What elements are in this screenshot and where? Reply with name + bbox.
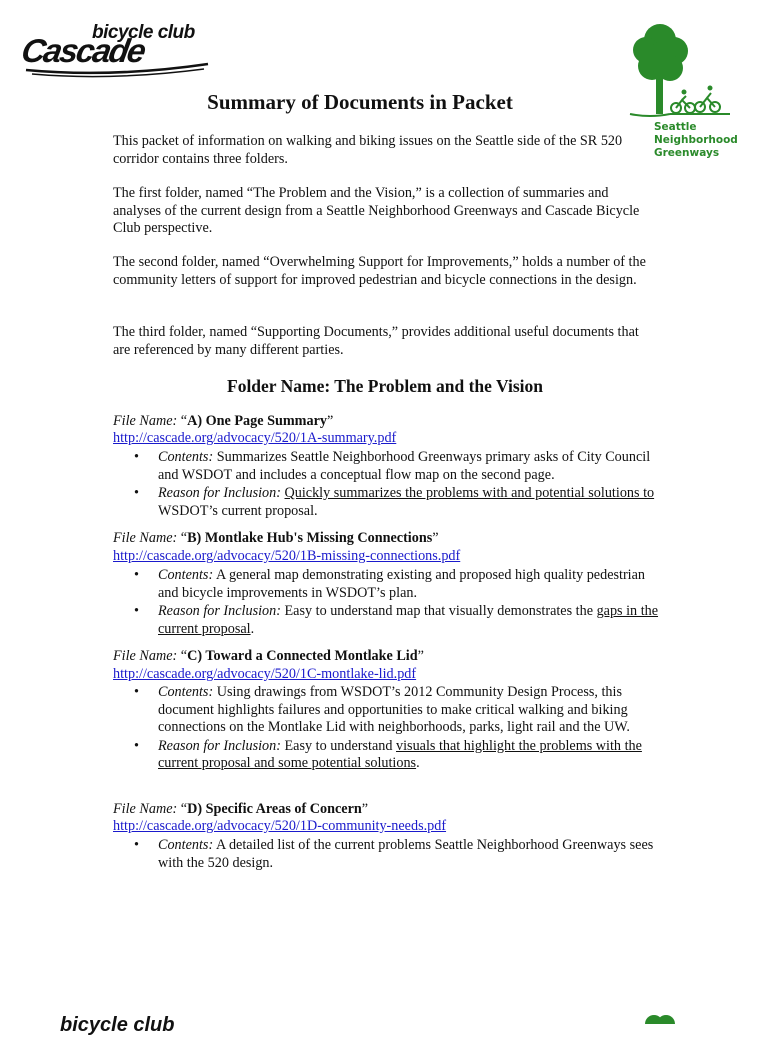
list-item: [134, 449, 664, 484]
footer-logo-text: bicycle club: [60, 1014, 175, 1036]
contents-label: Contents:: [158, 684, 214, 700]
logo-main-text: Cascade: [18, 32, 148, 69]
file-d-contents: A detailed list of the current problems Seattle Neighborhood Greenways sees with the 520 design.: [158, 837, 654, 871]
intro-paragraph-3: The second folder, named “Overwhelming Support for Improvements,” holds a number of the community letters of support for improved pedestrian and bicycle connections in the design.: [113, 254, 646, 288]
greenways-line-2: Neighborhood: [654, 134, 738, 146]
list-item: [134, 837, 664, 872]
file-label: File Name:: [113, 801, 178, 817]
file-b-bullets: [134, 567, 664, 639]
intro-paragraph-1: This packet of information on walking and biking issues on the Seattle side of the SR 520 corridor contains three folders.: [113, 133, 623, 167]
bullet-dot: •: [134, 567, 139, 583]
file-label: File Name:: [113, 413, 178, 429]
bullet-dot: •: [134, 684, 139, 700]
file-d-link[interactable]: http://cascade.org/advocacy/520/1D-community-needs.pdf: [113, 818, 447, 834]
greenways-logo-text: [654, 121, 754, 160]
list-item: [134, 603, 664, 638]
file-label: File Name:: [113, 648, 178, 664]
bullet-dot: •: [134, 449, 139, 465]
file-d-name-line: File Name: “D) Specific Areas of Concern”: [113, 801, 369, 817]
file-label: File Name:: [113, 530, 178, 546]
list-item: [134, 485, 664, 520]
reason-label: Reason for Inclusion:: [158, 485, 281, 501]
reason-label: Reason for Inclusion:: [158, 603, 281, 619]
file-c-reason-plain: Easy to understand: [284, 737, 397, 754]
file-b-contents: A general map demonstrating existing and proposed high quality pedestrian and bicycle improvements in WSDOT’s plan.: [158, 567, 646, 601]
file-c-name: C) Toward a Connected Montlake Lid: [187, 648, 418, 664]
folder-heading: Folder Name: The Problem and the Vision: [227, 376, 543, 396]
file-a-contents: Summarizes Seattle Neighborhood Greenways primary asks of City Council and WSDOT and includes a conceptual flow map on the second page.: [158, 449, 651, 483]
file-c-link[interactable]: http://cascade.org/advocacy/520/1C-montlake-lid.pdf: [113, 666, 417, 682]
cascade-bicycle-club-logo: [18, 22, 212, 78]
file-b-reason-end: .: [250, 620, 255, 637]
bullet-dot: •: [134, 737, 139, 754]
list-item: [134, 567, 664, 602]
page-title: Summary of Documents in Packet: [207, 90, 513, 114]
file-c-name-line: File Name: “C) Toward a Connected Montlake Lid”: [113, 648, 424, 664]
file-a-reason-underlined: Quickly summarizes the problems with and potential solutions to: [284, 485, 655, 501]
contents-label: Contents:: [158, 449, 214, 465]
list-item: [134, 684, 664, 737]
footer-tree-icon: [640, 1012, 680, 1024]
file-b-reason-plain: Easy to understand map that visually demonstrates the: [284, 603, 597, 619]
bullet-dot: •: [134, 485, 139, 501]
file-b-name: B) Montlake Hub's Missing Connections: [187, 530, 433, 546]
contents-label: Contents:: [158, 837, 214, 853]
bullet-dot: •: [134, 837, 139, 853]
file-c-bullets: [134, 684, 664, 774]
file-a-name-line: File Name: “A) One Page Summary”: [113, 413, 334, 429]
file-d-name: D) Specific Areas of Concern: [187, 801, 362, 817]
contents-label: Contents:: [158, 567, 214, 583]
file-a-name: A) One Page Summary: [187, 413, 327, 429]
file-b-name-line: File Name: “B) Montlake Hub's Missing Connections”: [113, 530, 439, 546]
file-b-link[interactable]: http://cascade.org/advocacy/520/1B-missing-connections.pdf: [113, 548, 461, 564]
greenways-line-3: Greenways: [654, 147, 720, 159]
file-c-contents: Using drawings from WSDOT’s 2012 Community Design Process, this document highlights failures and opportunities to make critical walking and biking connections on the Montlake Lid with neighborhoods, parks, light rail and the UW.: [158, 684, 630, 735]
list-item: [134, 738, 664, 773]
intro-paragraph-2: The first folder, named “The Problem and the Vision,” is a collection of summaries and analyses of the current design from a Seattle Neighborhood Greenways and Cascade Bicycle Club perspective.: [113, 185, 640, 236]
greenways-line-1: Seattle: [654, 121, 697, 133]
file-b-reason-underlined: gaps in the current proposal: [158, 603, 659, 637]
file-a-reason-rest: WSDOT’s current proposal.: [158, 502, 318, 519]
reason-label: Reason for Inclusion:: [158, 737, 281, 754]
file-c-reason-underlined: visuals that highlight the problems with the current proposal and some potential solutions: [158, 737, 642, 771]
logo-club-text: bicycle club: [92, 22, 195, 43]
logo-swoosh-icon: [22, 48, 212, 78]
file-d-bullets: [134, 837, 664, 873]
file-a-bullets: [134, 449, 664, 521]
file-c-reason-end: .: [416, 755, 420, 771]
bullet-dot: •: [134, 603, 139, 619]
intro-paragraph-4: The third folder, named “Supporting Documents,” provides additional useful documents that are referenced by many different parties.: [113, 324, 639, 358]
file-a-link[interactable]: http://cascade.org/advocacy/520/1A-summary.pdf: [113, 430, 397, 446]
